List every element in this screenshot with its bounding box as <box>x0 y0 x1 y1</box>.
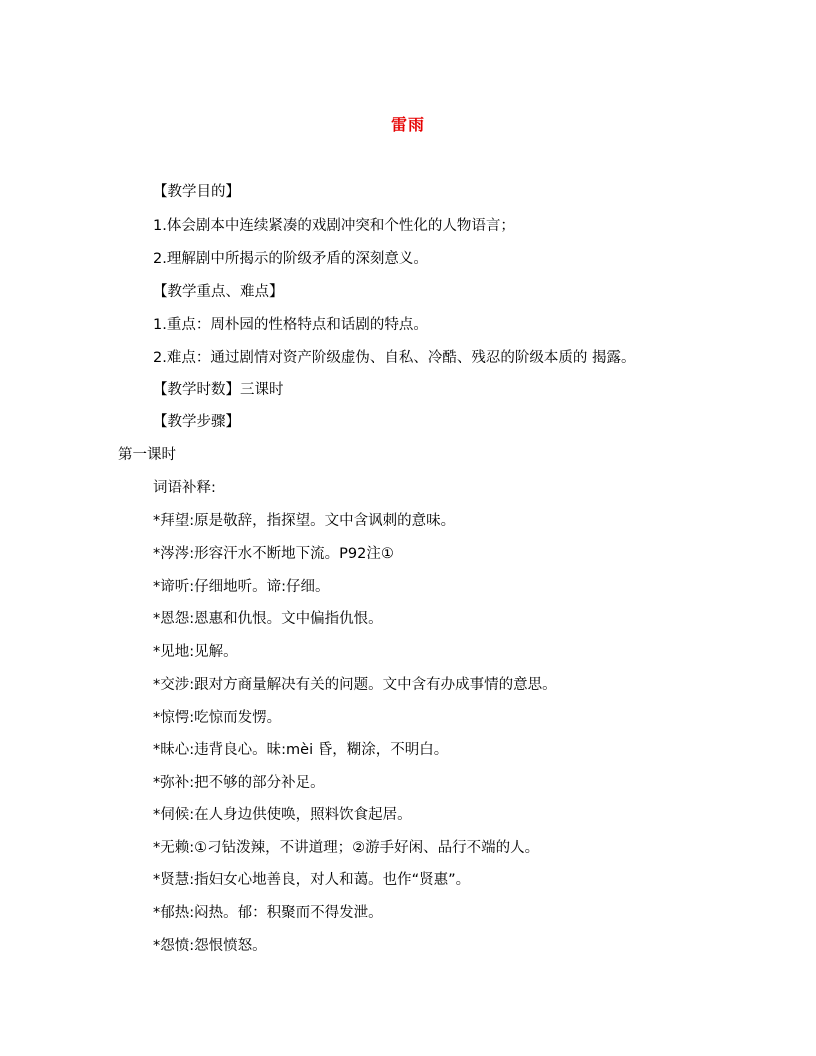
key-point-item-1: 1.重点：周朴园的性格特点和话剧的特点。 <box>153 317 428 333</box>
vocabulary-item: *贤慧:指妇女心地善良，对人和蔼。也作“贤惠”。 <box>153 872 471 888</box>
section-heading-key-points: 【教学重点、难点】 <box>153 284 284 300</box>
objective-item-2: 2.理解剧中所揭示的阶级矛盾的深刻意义。 <box>153 251 428 267</box>
section-heading-hours: 【教学时数】三课时 <box>153 382 284 398</box>
section-heading-steps: 【教学步骤】 <box>153 414 240 430</box>
vocabulary-item: *谛听:仔细地听。谛:仔细。 <box>153 579 330 595</box>
vocabulary-item: *惊愕:吃惊而发愣。 <box>153 710 282 726</box>
vocabulary-heading: 词语补释: <box>153 480 216 496</box>
vocabulary-item: *见地:见解。 <box>153 644 238 660</box>
vocabulary-item: *恩怨:恩惠和仇恨。文中偏指仇恨。 <box>153 611 383 627</box>
vocabulary-item: *郁热:闷热。郁：积聚而不得发泄。 <box>153 905 383 921</box>
vocabulary-item: *怨愤:怨恨愤怒。 <box>153 938 267 954</box>
document-title: 雷雨 <box>390 115 425 134</box>
section-heading-objectives: 【教学目的】 <box>153 184 240 200</box>
vocabulary-item: *涔涔:形容汗水不断地下流。P92注① <box>153 546 394 562</box>
objective-item-1: 1.体会剧本中连续紧凑的戏剧冲突和个性化的人物语言； <box>153 218 515 234</box>
vocabulary-item: *交涉:跟对方商量解决有关的问题。文中含有办成事情的意思。 <box>153 677 557 693</box>
vocabulary-item: *拜望:原是敬辞，指探望。文中含讽刺的意味。 <box>153 513 456 529</box>
vocabulary-item: *弥补:把不够的部分补足。 <box>153 775 325 791</box>
lesson-heading: 第一课时 <box>118 447 176 463</box>
vocabulary-item: *伺候:在人身边供使唤，照料饮食起居。 <box>153 807 412 823</box>
vocabulary-item: *无赖:①刁钻泼辣，不讲道理；②游手好闲、品行不端的人。 <box>153 840 540 856</box>
vocabulary-item: *昧心:违背良心。昧:mèi 昏，糊涂，不明白。 <box>153 742 449 758</box>
key-point-item-2: 2.难点：通过剧情对资产阶级虚伪、自私、冷酷、残忍的阶级本质的 揭露。 <box>153 350 636 366</box>
